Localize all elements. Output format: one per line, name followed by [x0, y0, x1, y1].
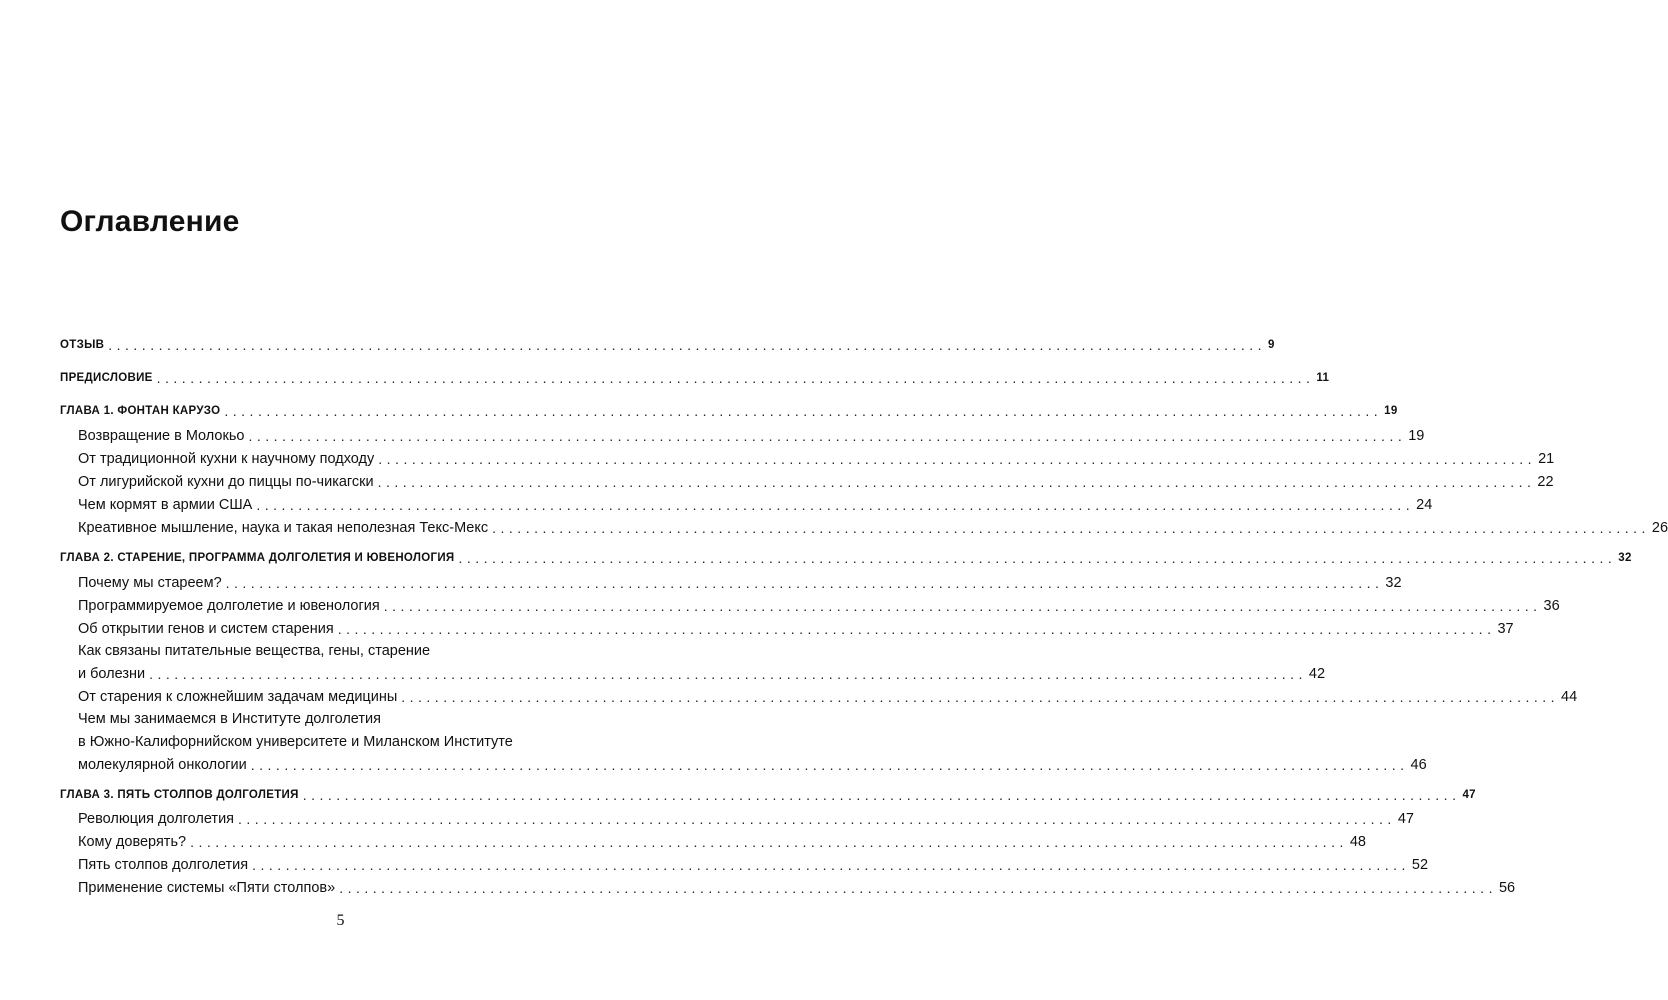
toc-entry-page: 47	[1397, 811, 1414, 827]
toc-entry-preface[interactable]	[60, 365, 1330, 387]
toc-entry-page: 24	[1416, 497, 1433, 513]
toc-entry-page: 52	[1411, 857, 1429, 873]
toc-entry-label: От старения к сложнейшим задачам медицины	[78, 689, 398, 705]
toc-entry-label: ГЛАВА 2. СТАРЕНИЕ, ПРОГРАММА ДОЛГОЛЕТИЯ И ЮВЕНОЛОГИЯ	[60, 552, 455, 564]
toc-entry-label: Пять столпов долголетия	[78, 857, 249, 873]
dot-leader: ..........................................................................................................................................	[337, 621, 1496, 637]
toc-entry-section[interactable]	[78, 469, 1554, 491]
dot-leader: ..........................................................................................................................................	[339, 880, 1497, 896]
toc-entry-page: 19	[1408, 428, 1425, 444]
toc-entry-review[interactable]	[60, 332, 1275, 354]
toc-entry-page: 56	[1498, 880, 1516, 896]
toc-entry-page: 48	[1349, 834, 1366, 850]
toc-entry-section[interactable]	[78, 684, 1578, 706]
toc-entry-chapter-1[interactable]	[60, 398, 1398, 420]
toc-entry-page: 37	[1497, 621, 1514, 637]
toc-entry-page: 47	[1462, 789, 1476, 801]
toc-entry-section[interactable]	[78, 515, 1668, 537]
toc-entry-chapter-2[interactable]	[60, 545, 1632, 567]
toc-entry-section[interactable]	[78, 423, 1425, 445]
toc-entry-section[interactable]	[78, 446, 1555, 468]
dot-leader: ..........................................................................................................................................	[256, 497, 1415, 513]
toc-entry-page: 26	[1651, 520, 1668, 536]
toc-entry-label: Чем кормят в армии США	[78, 497, 253, 513]
dot-leader: ..........................................................................................................................................	[108, 337, 1267, 353]
dot-leader: ..........................................................................................................................................	[238, 811, 1396, 827]
dot-leader: ..........................................................................................................................................	[378, 451, 1537, 467]
page-title: Оглавление	[60, 205, 240, 238]
toc-entry-label-line: Как связаны питательные вещества, гены, старение	[78, 643, 431, 659]
toc-entry-label: Кому доверять?	[78, 834, 187, 850]
toc-entry-label: ГЛАВА 3. ПЯТЬ СТОЛПОВ ДОЛГОЛЕТИЯ	[60, 789, 299, 801]
toc-entry-page: 36	[1543, 598, 1560, 614]
toc-entry-section[interactable]	[78, 852, 1429, 874]
page-number: 5	[336, 912, 345, 929]
dot-leader: ..........................................................................................................................................	[383, 598, 1542, 614]
toc-entry-label: Программируемое долголетие и ювенология	[78, 598, 380, 614]
toc-entry-label: От лигурийской кухни до пиццы по-чикагски	[78, 474, 374, 490]
dot-leader: ..........................................................................................................................................	[149, 666, 1307, 682]
toc-entry-label: ПРЕДИСЛОВИЕ	[60, 372, 153, 384]
toc-entry-page: 32	[1618, 552, 1632, 564]
toc-entry-page: 32	[1385, 575, 1402, 591]
toc-entry-chapter-3[interactable]	[60, 782, 1476, 804]
toc-entry-label: и болезни	[78, 666, 146, 682]
toc-entry-label-line: Чем мы занимаемся в Институте долголетия	[78, 711, 381, 727]
toc-entry-label: Применение системы «Пяти столпов»	[78, 880, 336, 896]
toc-entry-section[interactable]	[78, 875, 1516, 897]
dot-leader: ..........................................................................................................................................	[302, 787, 1461, 803]
toc-entry-label: ГЛАВА 1. ФОНТАН КАРУЗО	[60, 405, 221, 417]
dot-leader: ..........................................................................................................................................	[401, 689, 1560, 705]
toc-entry-label: Почему мы стареем?	[78, 575, 222, 591]
toc-entry-label: ОТЗЫВ	[60, 339, 105, 351]
toc-entry-label: молекулярной онкологии	[78, 757, 247, 773]
dot-leader: ..........................................................................................................................................	[224, 403, 1383, 419]
toc-entry-label: Возвращение в Молокьо	[78, 428, 245, 444]
dot-leader: ..........................................................................................................................................	[225, 575, 1384, 591]
dot-leader: ..........................................................................................................................................	[377, 474, 1536, 490]
dot-leader: ..........................................................................................................................................	[190, 834, 1348, 850]
dot-leader: ..........................................................................................................................................	[156, 370, 1315, 386]
toc-entry-label: Об открытии генов и систем старения	[78, 621, 334, 637]
toc-entry-section[interactable]	[78, 829, 1366, 851]
toc-entry-label: От традиционной кухни к научному подходу	[78, 451, 375, 467]
toc-entry-page: 42	[1308, 666, 1326, 682]
toc-entry-section[interactable]	[78, 661, 1326, 683]
toc-entry-section[interactable]	[78, 806, 1414, 828]
toc-entry-section[interactable]	[78, 492, 1433, 514]
toc-entry-page: 9	[1268, 339, 1275, 351]
dot-leader: ..........................................................................................................................................	[458, 550, 1617, 566]
dot-leader: ..........................................................................................................................................	[492, 520, 1650, 536]
toc-entry-section[interactable]	[78, 616, 1514, 638]
toc-entry-page: 19	[1384, 405, 1398, 417]
dot-leader: ..........................................................................................................................................	[252, 857, 1410, 873]
dot-leader: ..........................................................................................................................................	[250, 757, 1409, 773]
toc-entry-page: 22	[1537, 474, 1554, 490]
toc-entry-section[interactable]	[78, 570, 1402, 592]
toc-entry-page: 21	[1538, 451, 1555, 467]
toc-entry-label: Креативное мышление, наука и такая неполезная Текс-Мекс	[78, 520, 489, 536]
toc-entry-label: Революция долголетия	[78, 811, 235, 827]
toc-entry-page: 11	[1316, 372, 1330, 384]
dot-leader: ..........................................................................................................................................	[248, 428, 1407, 444]
toc-entry-page: 46	[1410, 757, 1427, 773]
toc-entry-label-line: в Южно-Калифорнийском университете и Миланском Институте	[78, 734, 513, 750]
toc-entry-page: 44	[1561, 689, 1578, 705]
toc-entry-section[interactable]	[78, 752, 1427, 774]
toc-entry-section[interactable]	[78, 593, 1560, 615]
